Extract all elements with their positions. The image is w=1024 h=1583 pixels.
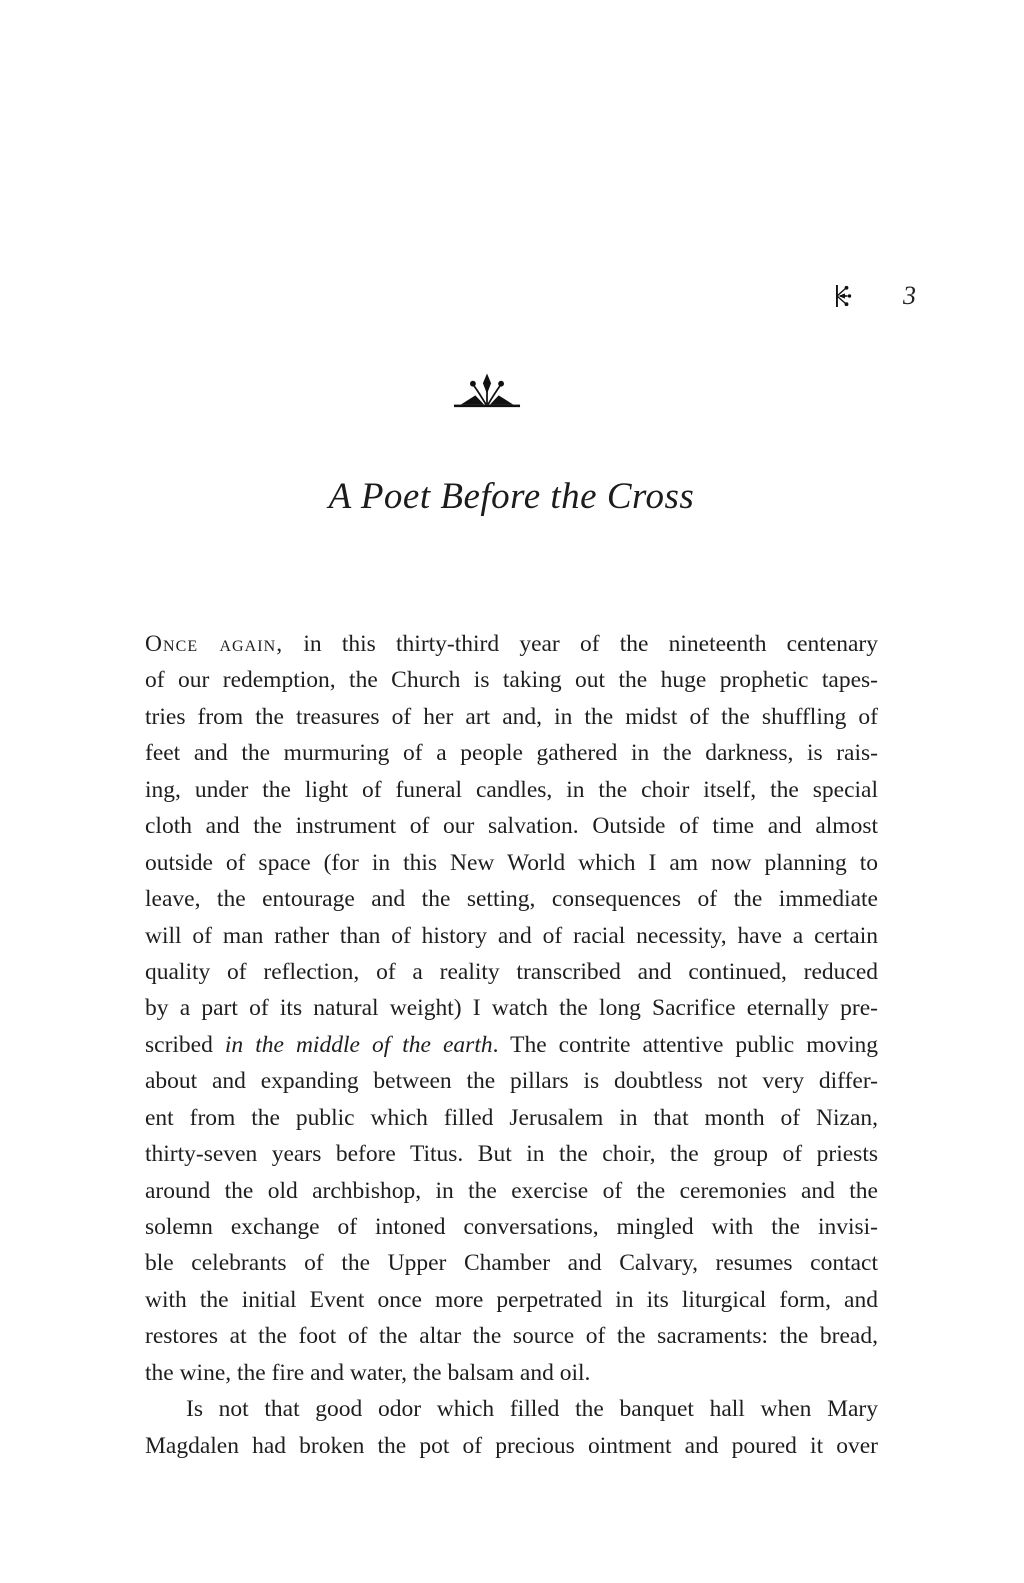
text-segment: thirty-seven years before Titus. But in the choir, the group of priests [145,1141,878,1168]
text-segment: leave, the entourage and the setting, consequences of the immediate [145,886,878,913]
text-segment: ble celebrants of the Upper Chamber and Calvary, resumes contact [145,1250,878,1277]
text-line [145,1391,878,1427]
text-line [145,1318,878,1354]
text-segment: ing, under the light of funeral candles, in the choir itself, the special [145,776,878,803]
text-line [145,808,878,844]
text-segment: cloth and the instrument of our salvation. Outside of time and almost [145,813,878,840]
text-segment: in this thirty-third year of the nineteenth centenary [283,631,878,657]
text-segment: tries from the treasures of her art and, in the midst of the shuffling of [145,703,878,730]
text-line [145,626,878,662]
text-segment: around the old archbishop, in the exercise of the ceremonies and the [145,1177,878,1204]
text-line [145,1282,878,1318]
text-line [145,735,878,771]
text-segment: scribed [145,1031,225,1058]
text-line [145,699,878,735]
text-segment: will of man rather than of history and of racial necessity, have a certain [145,922,878,949]
text-segment: Is not that good odor which filled the banquet hall when Mary [186,1396,878,1423]
text-segment: the wine, the fire and water, the balsam and oil. [145,1359,591,1386]
text-line [145,1245,878,1281]
text-line [145,954,878,990]
section-ornament-fleuron-icon [453,372,521,410]
text-segment: of our redemption, the Church is taking out the huge prophetic tapes- [145,667,878,694]
text-segment: Magdalen had broken the pot of precious ointment and poured it over [145,1432,878,1459]
text-line [145,662,878,698]
text-line [145,1136,878,1172]
text-segment: feet and the murmuring of a people gathered in the darkness, is rais- [145,740,878,767]
text-line [145,1100,878,1136]
paragraph [145,626,878,1391]
text-segment: about and expanding between the pillars is doubtless not very differ- [145,1068,878,1095]
text-segment: . The contrite attentive public moving [492,1031,879,1058]
text-line [145,1209,878,1245]
text-line [145,1173,878,1209]
text-segment: ent from the public which filled Jerusalem in that month of Nizan, [145,1104,878,1131]
text-segment: by a part of its natural weight) I watch the long Sacrifice eternally pre- [145,995,878,1022]
text-segment: restores at the foot of the altar the source of the sacraments: the bread, [145,1323,878,1350]
text-line [145,881,878,917]
text-segment: solemn exchange of intoned conversations, mingled with the invisi- [145,1214,878,1240]
text-line [145,1428,878,1464]
page-number: 3 [903,281,916,310]
paragraph [145,1391,878,1464]
body-text [145,626,878,1464]
text-segment-smallcaps: Once again, [145,631,284,657]
text-line [145,1063,878,1099]
text-segment-italic: in the middle of the earth [224,1031,493,1058]
text-segment: quality of reflection, of a reality transcribed and continued, reduced [145,958,878,985]
text-segment: outside of space (for in this New World which I am now planning to [145,849,878,876]
branch-sprig-icon [833,283,852,309]
text-segment: with the initial Event once more perpetrated in its liturgical form, and [145,1286,878,1313]
running-head [833,283,943,309]
chapter-title: A Poet Before the Cross [328,476,695,517]
text-line [145,845,878,881]
text-line [145,990,878,1026]
text-line [145,1027,878,1063]
text-line [145,918,878,954]
text-line [145,772,878,808]
text-line [145,1355,878,1391]
